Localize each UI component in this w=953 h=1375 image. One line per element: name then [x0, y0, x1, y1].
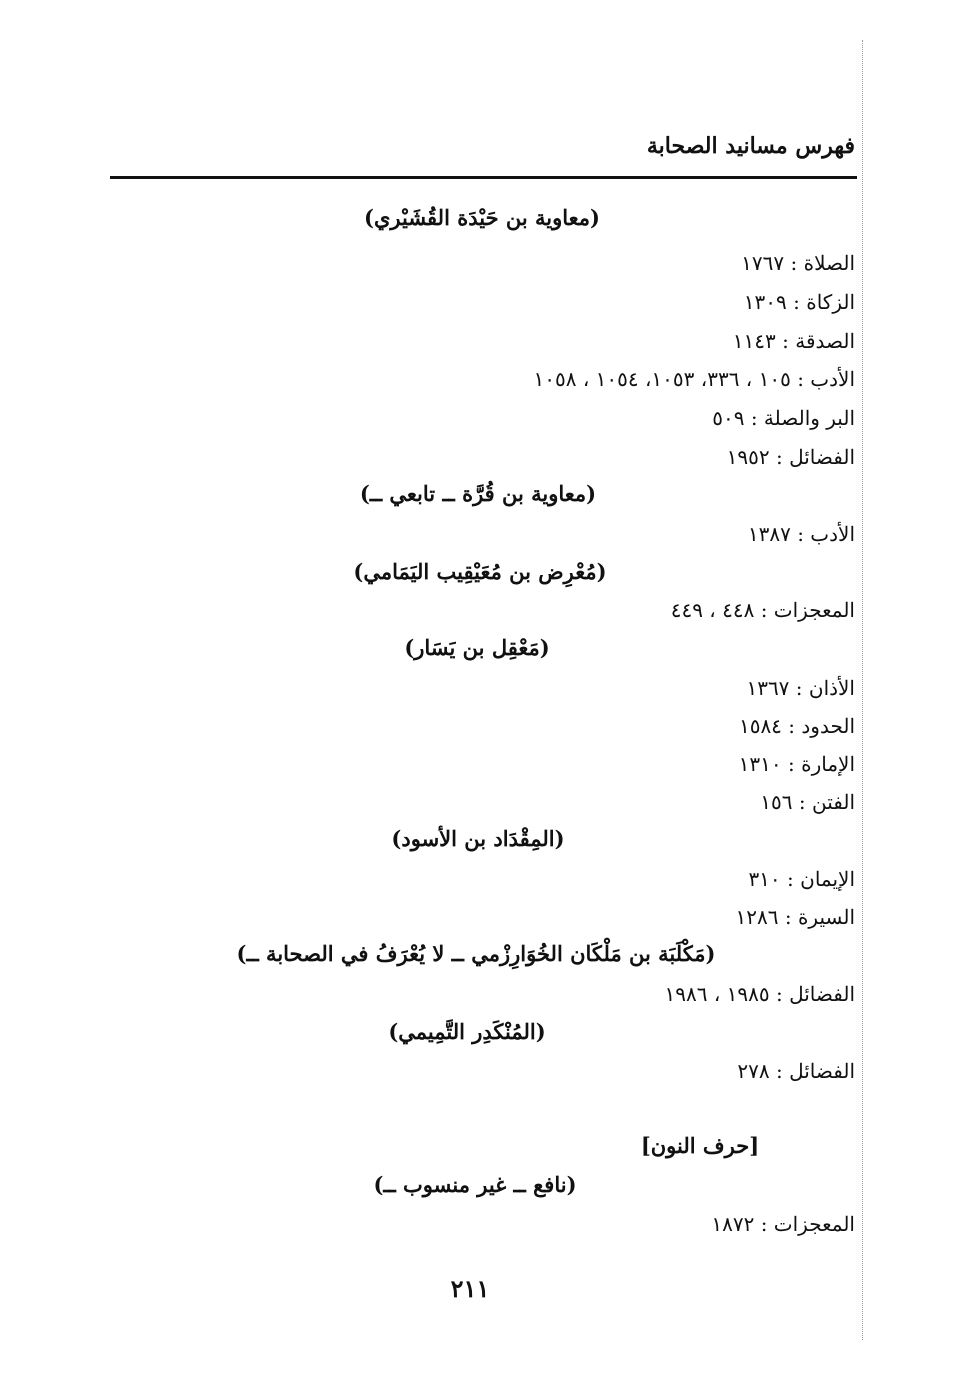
- index-entry: المعجزات : ٤٤٨ ، ٤٤٩: [670, 598, 855, 622]
- index-entry: الإيمان : ٣١٠: [748, 867, 855, 891]
- index-entry: الفتن : ١٥٦: [760, 790, 855, 814]
- page-edge-dots: [862, 40, 863, 1340]
- page-header-title: فهرس مسانيد الصحابة: [646, 133, 855, 159]
- companion-heading: (مَعْقِل بن يَسَار): [404, 635, 550, 660]
- header-rule: [110, 176, 857, 179]
- companion-heading: (المُنْكَدِر التَّمِيمي): [388, 1019, 546, 1044]
- index-entry: الزكاة : ١٣٠٩: [743, 290, 855, 314]
- index-entry: الأدب : ١٠٥ ، ٣٣٦، ١٠٥٣، ١٠٥٤ ، ١٠٥٨: [533, 367, 855, 391]
- companion-heading: (معاوية بن حَيْدَة القُشَيْري): [364, 205, 600, 230]
- companion-heading: (المِقْدَاد بن الأسود): [391, 826, 565, 851]
- letter-section-heading: [حرف النون]: [640, 1133, 760, 1158]
- index-entry: الأذان : ١٣٦٧: [746, 676, 855, 700]
- index-entry: السيرة : ١٢٨٦: [735, 905, 855, 929]
- companion-heading: (مُعْرِض بن مُعَيْقِيب اليَمَامي): [353, 559, 607, 584]
- index-entry: الصلاة : ١٧٦٧: [741, 251, 855, 275]
- companion-heading: (مَكْلَبَة بن مَلْكَان الخُوَارِزْمي ــ لا يُعْرَفُ في الصحابة ــ): [236, 941, 716, 966]
- index-entry: البر والصلة : ٥٠٩: [712, 406, 855, 430]
- index-entry: الإمارة : ١٣١٠: [738, 752, 855, 776]
- index-entry: الأدب : ١٣٨٧: [747, 522, 855, 546]
- index-entry: الفضائل : ١٩٨٥ ، ١٩٨٦: [664, 982, 855, 1006]
- index-entry: الفضائل : ١٩٥٢: [726, 445, 855, 469]
- index-entry: الحدود : ١٥٨٤: [738, 714, 855, 738]
- companion-heading: (معاوية بن قُرَّة ــ تابعي ــ): [359, 481, 597, 506]
- index-entry: الصدقة : ١١٤٣: [732, 329, 855, 353]
- index-entry: المعجزات : ١٨٧٢: [711, 1212, 855, 1236]
- index-entry: الفضائل : ٢٧٨: [737, 1059, 855, 1083]
- companion-heading: (نافع ــ غير منسوب ــ): [373, 1172, 577, 1197]
- page-number: ٢١١: [450, 1274, 490, 1303]
